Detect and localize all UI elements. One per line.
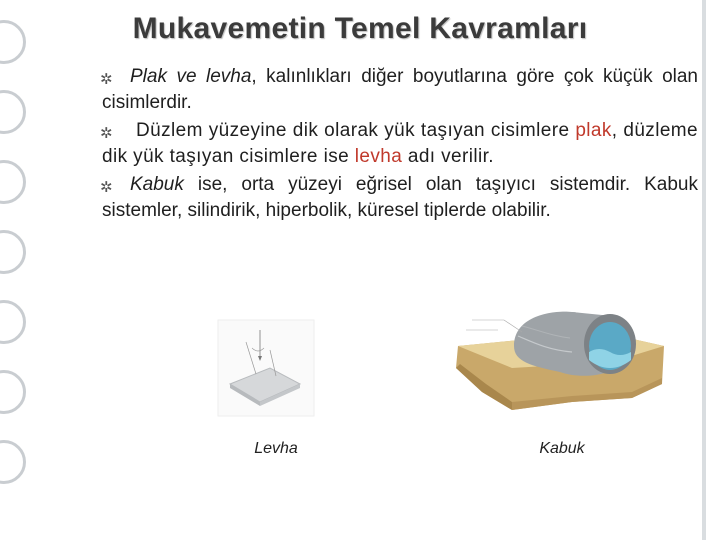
plate-figure — [216, 318, 316, 418]
ring-decoration — [0, 160, 26, 204]
bullet-text: ise, orta yüzeyi eğrisel olan taşıyıcı sistemdir. Kabuk sistemler, silindirik, hiperbolik, küresel tiplerde olabilir. — [102, 174, 698, 221]
term-plak: plak — [575, 120, 612, 141]
list-item — [102, 172, 698, 224]
diamond-bullet-icon: ✲ — [100, 71, 113, 88]
caption-kabuk: Kabuk — [539, 440, 585, 457]
bullet-list — [100, 64, 698, 226]
shell-figure — [452, 306, 668, 416]
ring-decoration — [0, 370, 26, 414]
ring-decoration — [0, 300, 26, 344]
ring-decoration — [0, 230, 26, 274]
term-kabuk: Kabuk — [130, 174, 184, 195]
bullet-text: adı verilir. — [402, 146, 494, 167]
term-plak-levha: Plak ve levha — [130, 66, 252, 87]
ring-decoration — [0, 440, 26, 484]
right-border — [702, 0, 706, 540]
list-item — [102, 64, 698, 116]
diamond-bullet-icon: ✲ — [100, 125, 113, 142]
term-levha: levha — [354, 146, 403, 167]
bullet-text: , düzleme dik yük taşıyan cisimlere ise — [102, 120, 698, 167]
ring-decoration — [0, 90, 26, 134]
diamond-bullet-icon: ✲ — [100, 179, 113, 196]
bullet-text: Düzlem yüzeyine dik olarak yük taşıyan cisimlere — [136, 120, 576, 141]
list-item — [102, 118, 698, 170]
caption-levha: Levha — [254, 440, 298, 457]
page-title: Mukavemetin Temel Kavramları — [132, 12, 588, 45]
bullet-text: , kalınlıkları diğer boyutlarına göre çok küçük olan cisimlerdir. — [102, 66, 698, 113]
